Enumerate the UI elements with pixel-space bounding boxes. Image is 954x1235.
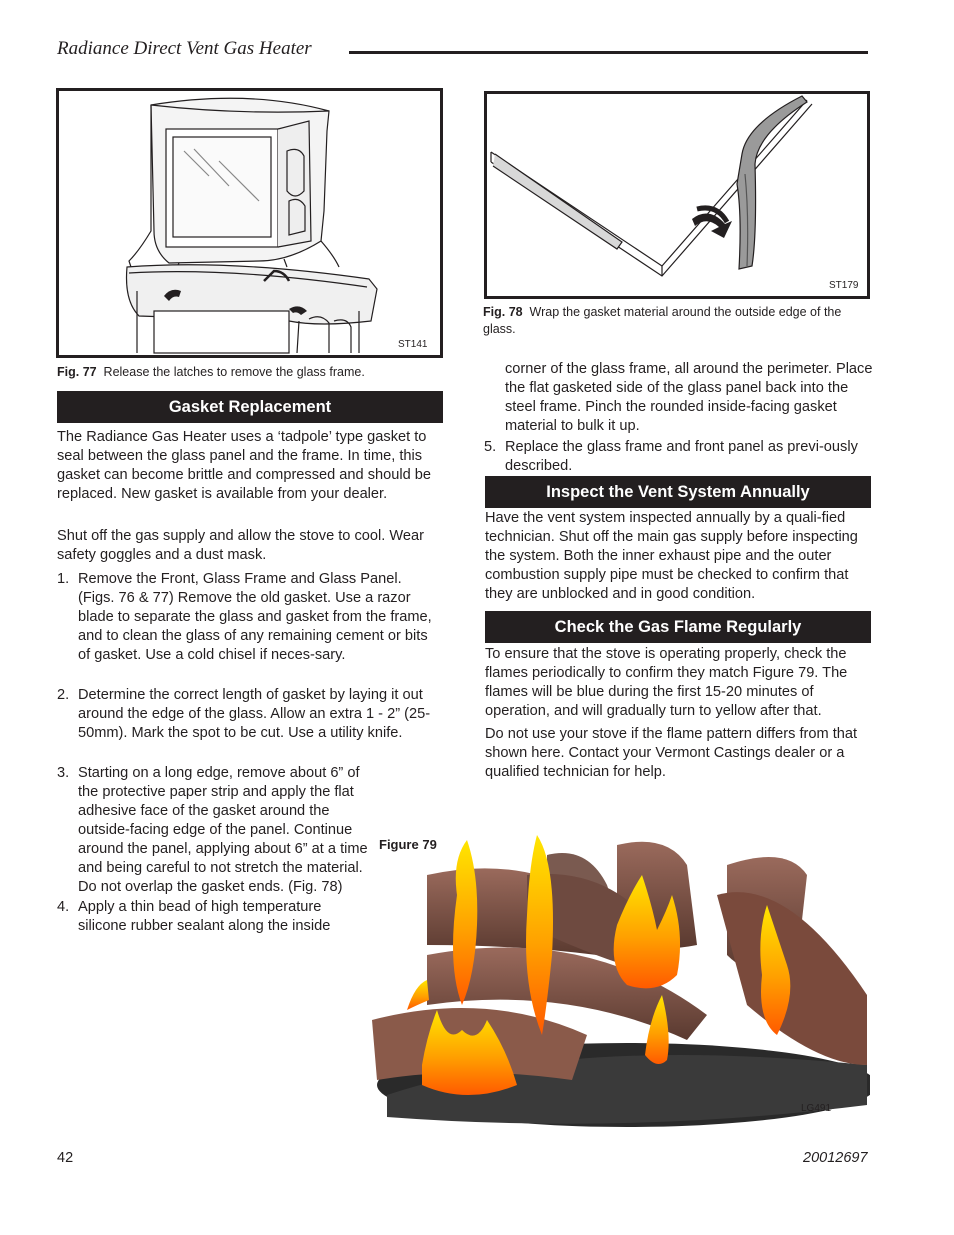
flame-paragraph-1: To ensure that the stove is operating properly, check the flames periodically to confirm they match Figure 79. The flames will be blue during the first 15-20 minutes of operation, and will gradually turn to yellow after that. <box>485 646 848 719</box>
figure-79-label: Figure 79 <box>379 837 437 852</box>
gas-log-flames-illustration <box>367 835 870 1127</box>
list-item <box>484 438 870 476</box>
figure-77 <box>56 88 443 358</box>
figure-78-caption-label: Fig. 78 <box>483 305 523 319</box>
list-number: 5. <box>484 439 497 455</box>
figure-78-code: ST179 <box>829 280 859 291</box>
section-heading-check-flame: Check the Gas Flame Regularly <box>485 611 871 643</box>
gasket-illustration <box>487 94 867 296</box>
step-4-continuation <box>505 360 873 436</box>
list-text: Replace the glass frame and front panel as previ-ously described. <box>505 439 858 474</box>
gasket-intro-paragraph: The Radiance Gas Heater uses a ‘tadpole’ type gasket to seal between the glass panel and the frame. In time, this gasket can become brittle and compressed and should be replaced. New gasket is available from your dealer. <box>57 429 431 502</box>
gasket-safety-paragraph: Shut off the gas supply and allow the stove to cool. Wear safety goggles and a dust mask. <box>57 528 424 563</box>
list-number: 1. <box>57 571 70 587</box>
figure-77-code: ST141 <box>398 339 428 350</box>
header-rule <box>349 51 868 54</box>
figure-79 <box>367 835 870 1127</box>
figure-77-caption-label: Fig. 77 <box>57 365 97 379</box>
section-heading-inspect-vent: Inspect the Vent System Annually <box>485 476 871 508</box>
vent-paragraph: Have the vent system inspected annually by a quali-fied technician. Shut off the main gas supply before inspecting the system. Both the inner exhaust pipe and the outer combustion supply pipe must be checked to confirm that they are unblocked and in good condition. <box>485 510 858 602</box>
figure-79-code: LG491 <box>801 1103 832 1114</box>
page-header-title: Radiance Direct Vent Gas Heater <box>57 38 312 59</box>
step-4-text-start: Apply a thin bead of high temperature silicone rubber sealant along the inside <box>78 899 331 934</box>
step-4-continuation-text: corner of the glass frame, all around the perimeter. Place the flat gasketed side of the glass panel back into the steel frame. Pinch the rounded inside-facing gasket material to bulk it up. <box>505 361 873 434</box>
list-item <box>57 686 447 762</box>
list-item <box>57 570 447 684</box>
figure-77-caption <box>57 364 447 381</box>
flame-paragraph-2: Do not use your stove if the flame pattern differs from that shown here. Contact your Vermont Castings dealer or a qualified technician for help. <box>485 726 858 780</box>
document-number: 20012697 <box>803 1150 868 1166</box>
list-text: Determine the correct length of gasket by laying it out around the edge of the glass. Allow an extra 1 - 2” (25-50mm). Mark the spot to be cut. Use a utility knife. <box>78 687 431 741</box>
page-number: 42 <box>57 1150 74 1166</box>
figure-78 <box>484 91 870 299</box>
list-text: Starting on a long edge, remove about 6” of the protective paper strip and apply the flat adhesive face of the gasket around the outside-facing edge of the panel. Continue around the panel, applying about 6” at a time and being careful to not stretch the material. Do not overlap the gasket ends. (Fig. 78) <box>78 765 368 895</box>
list-number: 4. <box>57 899 70 915</box>
figure-78-caption-text: Wrap the gasket material around the outside edge of the glass. <box>483 305 842 336</box>
section-heading-gasket-replacement: Gasket Replacement <box>57 391 443 423</box>
list-number: 2. <box>57 687 70 703</box>
list-number: 3. <box>57 765 70 781</box>
figure-77-caption-text: Release the latches to remove the glass frame. <box>103 365 365 379</box>
figure-78-caption <box>483 304 873 338</box>
stove-illustration <box>59 91 440 355</box>
list-text: Remove the Front, Glass Frame and Glass Panel. (Figs. 76 & 77) Remove the old gasket. Use a razor blade to separate the glass and gasket from the frame, and to clean the glass of any remaining cement or bits of gasket. Use a cold chisel if neces-sary. <box>78 571 432 663</box>
